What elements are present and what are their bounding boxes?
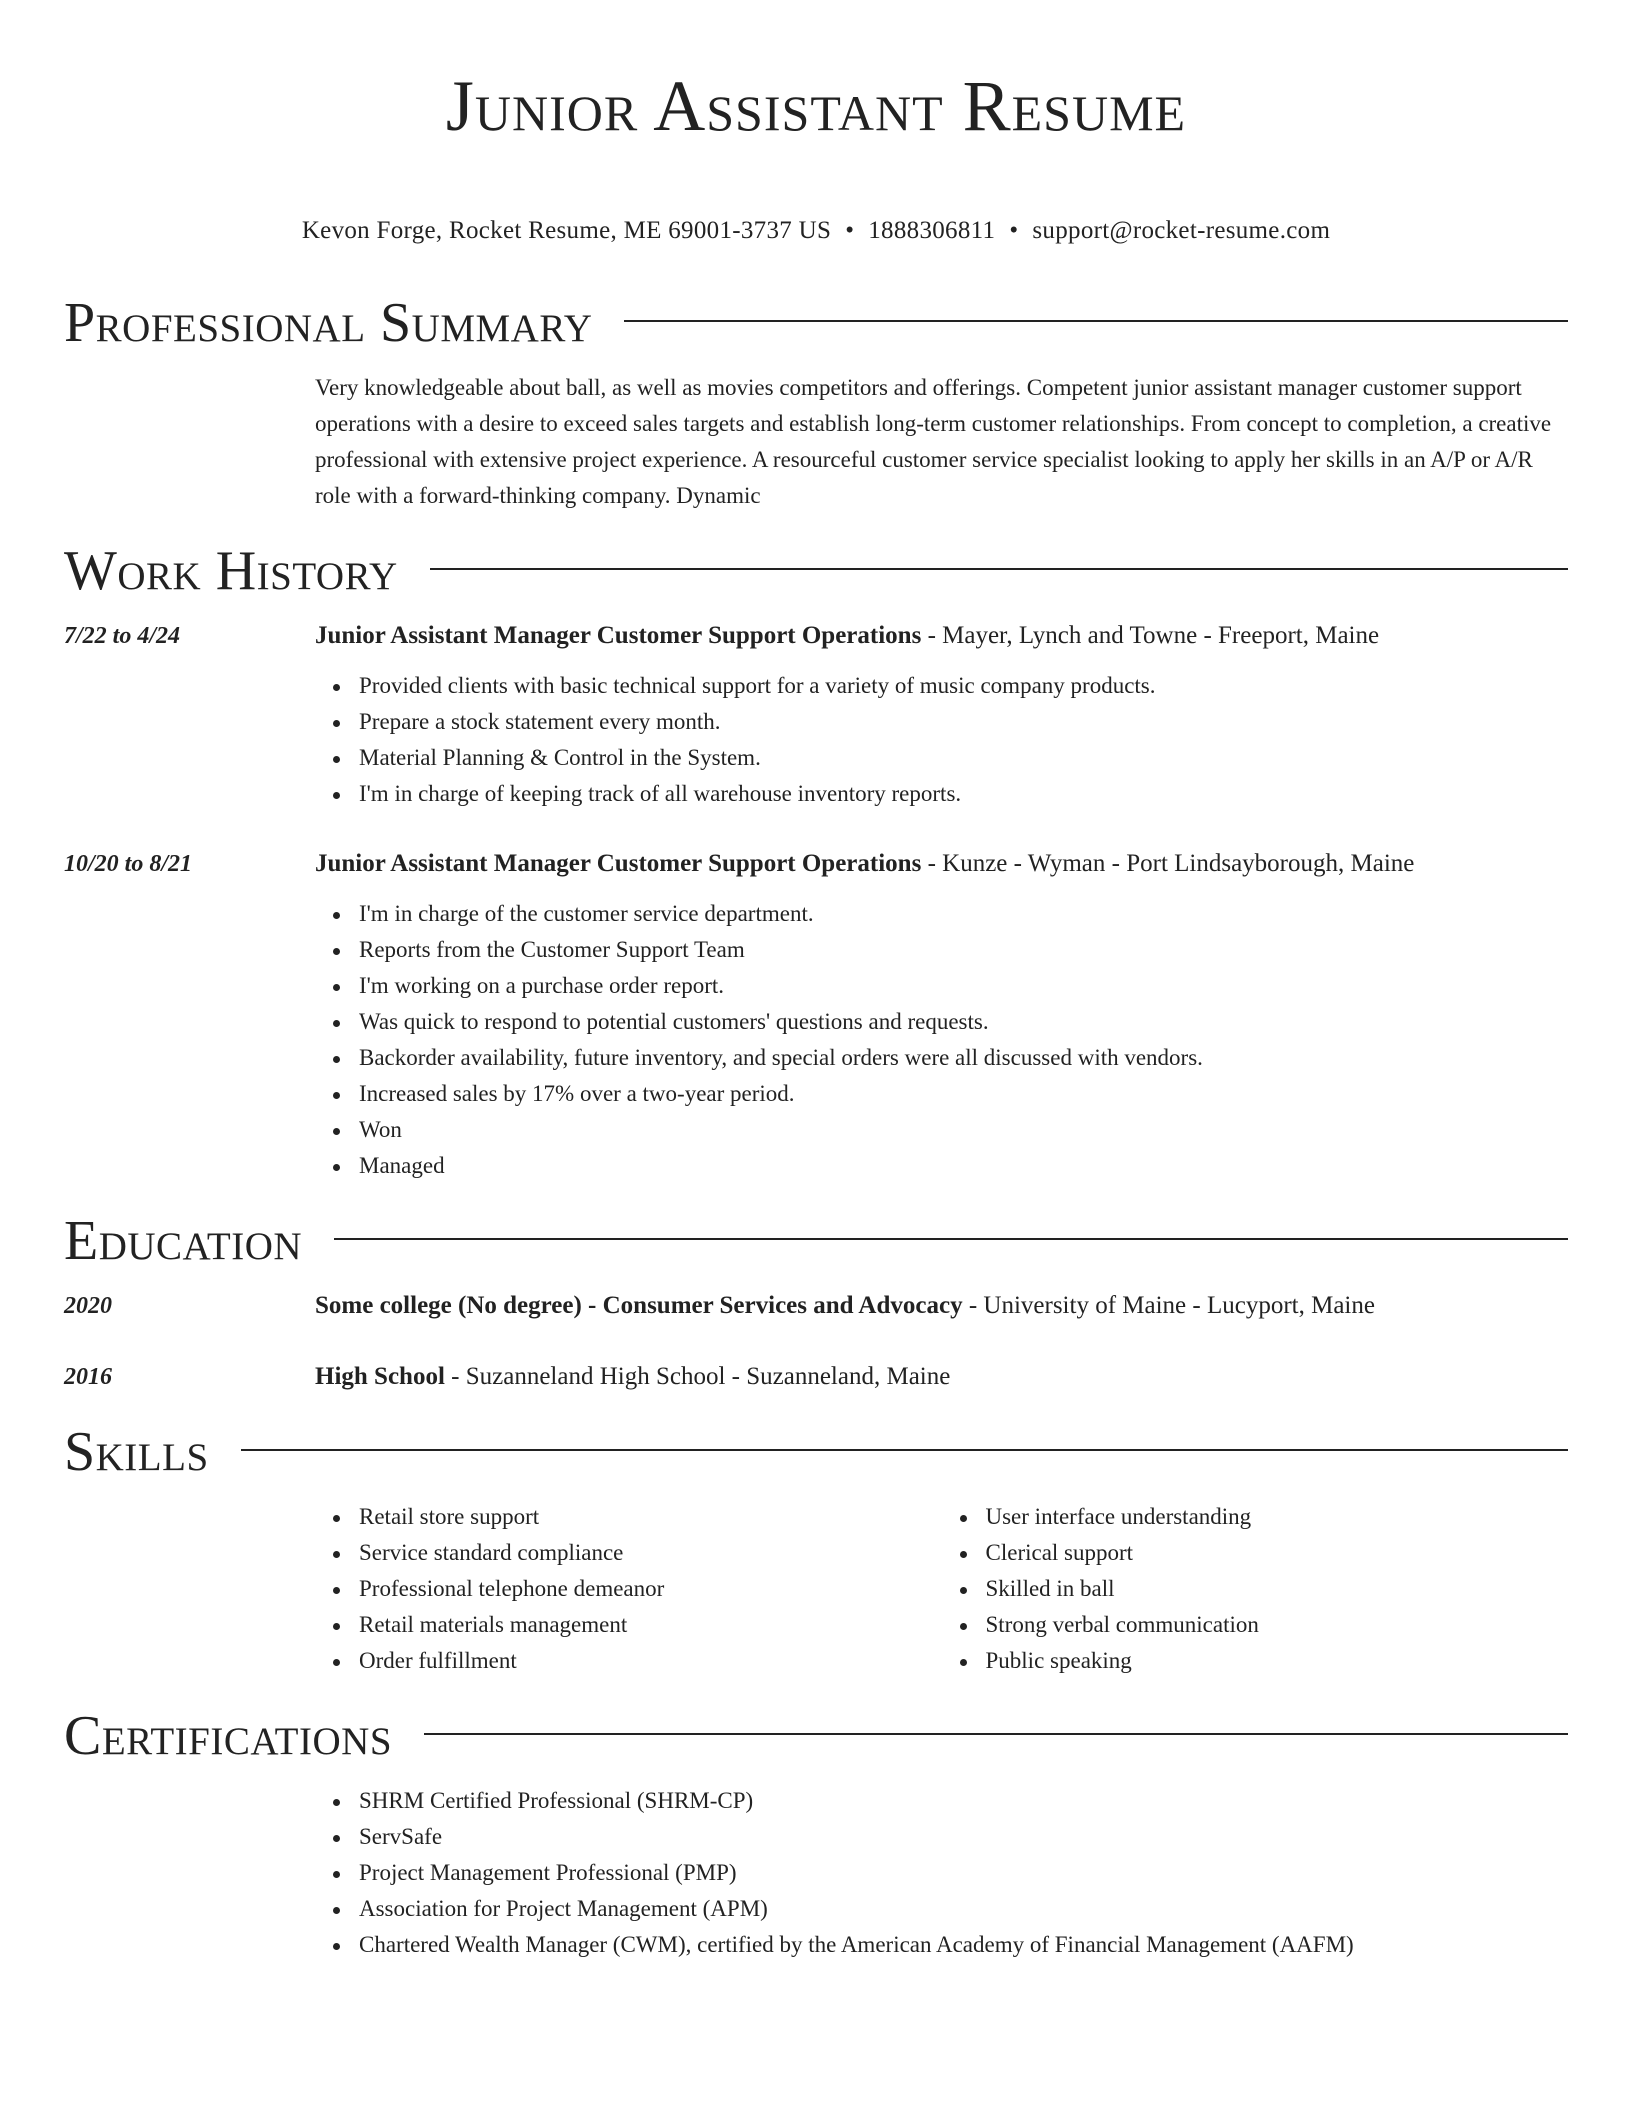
job-dates: 10/20 to 8/21 — [64, 851, 193, 877]
education-section-header — [64, 1206, 1568, 1276]
list-item: Reports from the Customer Support Team — [359, 932, 1568, 968]
list-item: Project Management Professional (PMP) — [359, 1855, 1568, 1891]
section-divider — [430, 568, 1568, 570]
list-item: Professional telephone demeanor — [359, 1571, 942, 1607]
list-item: ServSafe — [359, 1819, 1568, 1855]
job-heading — [315, 846, 1568, 882]
section-divider — [424, 1733, 1568, 1735]
list-item: SHRM Certified Professional (SHRM-CP) — [359, 1783, 1568, 1819]
list-item: Retail store support — [359, 1499, 942, 1535]
resume-page — [64, 0, 1568, 1963]
education-heading-line — [315, 1288, 1568, 1324]
summary-section-header — [64, 288, 1568, 358]
job-bullets — [315, 668, 1568, 812]
education-year: 2016 — [64, 1364, 112, 1390]
list-item: Clerical support — [986, 1535, 1569, 1571]
job-details: - Mayer, Lynch and Towne - Freeport, Maine — [921, 622, 1380, 649]
education-details: - Suzanneland High School - Suzanneland, Maine — [444, 1363, 951, 1390]
contact-address: Kevon Forge, Rocket Resume, ME 69001-3737 US — [301, 217, 832, 244]
list-item: Was quick to respond to potential customers' questions and requests. — [359, 1004, 1568, 1040]
section-divider — [334, 1238, 1568, 1240]
contact-separator: • — [845, 217, 855, 244]
contact-email: support@rocket-resume.com — [1032, 217, 1331, 244]
list-item: User interface understanding — [986, 1499, 1569, 1535]
list-item: Backorder availability, future inventory, and special orders were all discussed with vendors. — [359, 1040, 1568, 1076]
work-section-header — [64, 536, 1568, 606]
job-details: - Kunze - Wyman - Port Lindsayborough, Maine — [921, 850, 1415, 877]
summary-text: Very knowledgeable about ball, as well as movies competitors and offerings. Competent junior assistant manager customer support operations with a desire to exceed sales targets and establish long-term customer relationships. From concept to completion, a creative professional with extensive project experience. A resourceful customer service specialist looking to apply her skills in an A/P or A/R role with a forward-thinking company. Dynamic — [315, 375, 1552, 508]
work-heading: Work History — [64, 540, 398, 602]
list-item: Service standard compliance — [359, 1535, 942, 1571]
certifications-list — [315, 1783, 1568, 1963]
list-item: Strong verbal communication — [986, 1607, 1569, 1643]
job-bullets — [315, 896, 1568, 1184]
job-entry — [64, 846, 1568, 882]
skills-section-header — [64, 1417, 1568, 1487]
skills-heading: Skills — [64, 1421, 209, 1483]
skills-column-left — [315, 1499, 942, 1679]
skills-column-right — [942, 1499, 1569, 1679]
contact-phone: 1888306811 — [868, 217, 996, 244]
list-item: Material Planning & Control in the System. — [359, 740, 1568, 776]
job-heading — [315, 618, 1568, 654]
education-degree: Some college (No degree) - Consumer Services and Advocacy — [315, 1292, 963, 1319]
list-item: Provided clients with basic technical support for a variety of music company products. — [359, 668, 1568, 704]
education-details: - University of Maine - Lucyport, Maine — [962, 1292, 1375, 1319]
list-item: Order fulfillment — [359, 1643, 942, 1679]
contact-line — [64, 216, 1568, 246]
list-item: I'm in charge of the customer service department. — [359, 896, 1568, 932]
list-item: Skilled in ball — [986, 1571, 1569, 1607]
education-year: 2020 — [64, 1293, 112, 1319]
contact-separator: • — [1009, 217, 1019, 244]
list-item: Won — [359, 1112, 1568, 1148]
education-entry — [64, 1359, 1568, 1395]
education-heading-line — [315, 1359, 1568, 1395]
education-entry — [64, 1288, 1568, 1324]
list-item: Association for Project Management (APM) — [359, 1891, 1568, 1927]
skills-list — [315, 1499, 1568, 1679]
list-item: Retail materials management — [359, 1607, 942, 1643]
section-divider — [624, 320, 1568, 322]
summary-heading: Professional Summary — [64, 292, 593, 354]
list-item: Chartered Wealth Manager (CWM), certified by the American Academy of Financial Management (AAFM) — [359, 1927, 1568, 1963]
list-item: Increased sales by 17% over a two-year period. — [359, 1076, 1568, 1112]
job-dates: 7/22 to 4/24 — [64, 623, 181, 649]
education-heading: Education — [64, 1210, 303, 1272]
job-title: Junior Assistant Manager Customer Support Operations — [315, 850, 922, 877]
certifications-section-header — [64, 1701, 1568, 1771]
job-title: Junior Assistant Manager Customer Support Operations — [315, 622, 922, 649]
list-item: Managed — [359, 1148, 1568, 1184]
job-entry — [64, 618, 1568, 654]
list-item: Prepare a stock statement every month. — [359, 704, 1568, 740]
section-divider — [241, 1449, 1568, 1451]
list-item: Public speaking — [986, 1643, 1569, 1679]
education-degree: High School — [315, 1363, 445, 1390]
certifications-heading: Certifications — [64, 1705, 393, 1767]
list-item: I'm working on a purchase order report. — [359, 968, 1568, 1004]
resume-title: Junior Assistant Resume — [445, 66, 1187, 146]
list-item: I'm in charge of keeping track of all warehouse inventory reports. — [359, 776, 1568, 812]
